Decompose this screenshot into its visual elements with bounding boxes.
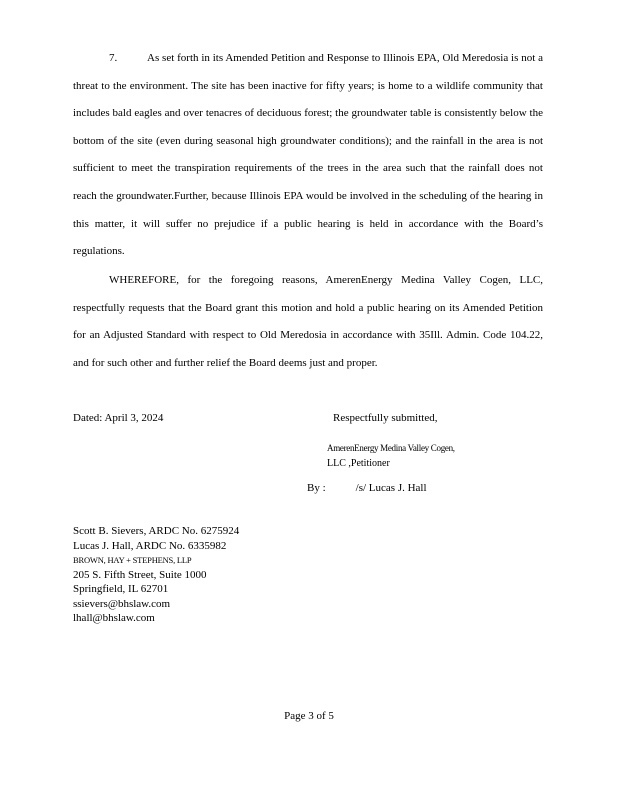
- petitioner-line-2: LLC ,Petitioner: [327, 458, 390, 469]
- paragraph-7-text: As set forth in its Amended Petition and Response to Illinois EPA, Old Meredosia is not a threat to the environment. The site has been inactive for fifty years; is home to a wildlife community that includes bald eagles and over tenacres of deciduous forest; the groundwater table is consistently below the bottom of the site (even during seasonal high groundwater conditions); and the rainfall in the area is not sufficient to meet the transpiration requirements of the trees in the area such that the rainfall does not reach the groundwater.Further, because Illinois EPA would be involved in the scheduling of the hearing in this matter, it will suffer no prejudice if a public hearing is held in accordance with the Board’s regulations.: [73, 52, 543, 258]
- dated-line: Dated: April 3, 2024: [73, 412, 164, 424]
- respectfully-submitted: Respectfully submitted,: [333, 412, 438, 424]
- counsel-line-1: Scott B. Sievers, ARDC No. 6275924: [73, 525, 240, 537]
- email-1: ssievers@bhslaw.com: [73, 597, 171, 610]
- petitioner-name: [327, 441, 455, 471]
- counsel-line-2: Lucas J. Hall, ARDC No. 6335982: [73, 539, 227, 552]
- electronic-signature: /s/ Lucas J. Hall: [355, 482, 427, 494]
- paragraph-number: 7.: [109, 52, 118, 64]
- page-number: Page 3 of 5: [284, 710, 334, 722]
- by-label: By :: [307, 482, 326, 494]
- email-2: lhall@bhslaw.com: [73, 612, 155, 624]
- petitioner-line-1: AmerenEnergy Medina Valley Cogen,: [327, 443, 455, 453]
- law-firm-name: BROWN, HAY + STEPHENS, LLP: [73, 555, 192, 565]
- paragraph-7: [73, 45, 543, 266]
- counsel-block: [73, 524, 239, 626]
- city-state-zip: Springfield, IL 62701: [73, 583, 169, 595]
- wherefore-text: WHEREFORE, for the foregoing reasons, AmerenEnergy Medina Valley Cogen, LLC, respectfully requests that the Board grant this motion and hold a public hearing on its Amended Petition for an Adjusted Standard with respect to Old Meredosia in accordance with 35Ill. Admin. Code 104.22, and for such other and further relief the Board deems just and proper.: [73, 274, 543, 369]
- signature-line: [307, 482, 427, 494]
- wherefore-paragraph: [73, 267, 543, 377]
- street-address: 205 S. Fifth Street, Suite 1000: [73, 568, 207, 581]
